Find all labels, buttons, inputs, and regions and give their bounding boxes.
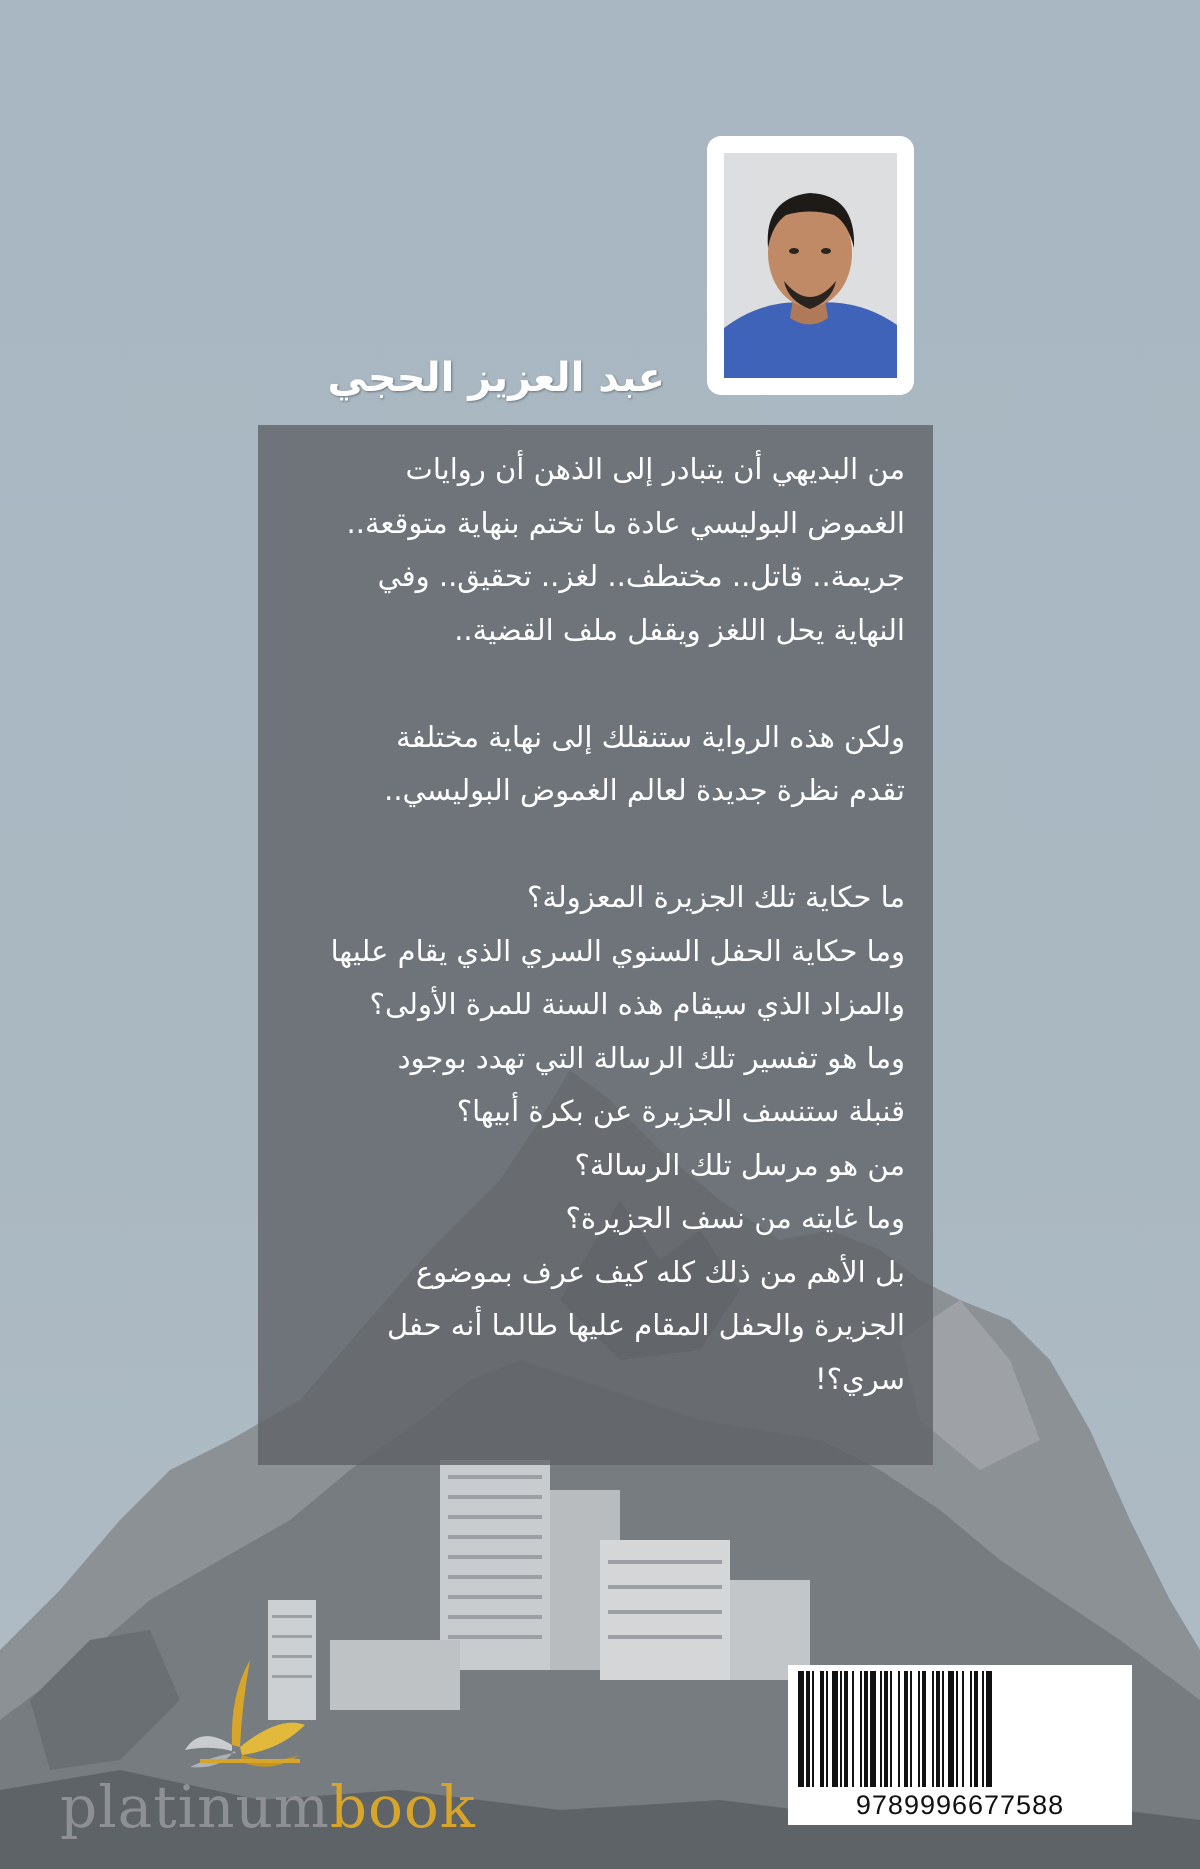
- feather-icon: [170, 1655, 320, 1775]
- blurb-line: جريمة.. قاتل.. مختطف.. لغز.. تحقيق.. وفي: [377, 559, 905, 593]
- blurb-line: وما حكاية الحفل السنوي السري الذي يقام عليها: [330, 933, 905, 968]
- barcode-bars: [788, 1671, 1132, 1791]
- blurb-line: والمزاد الذي سيقام هذه السنة للمرة الأولى؟: [369, 987, 905, 1021]
- blurb-line: وما غايته من نسف الجزيرة؟: [565, 1201, 905, 1235]
- blurb-line: الجزيرة والحفل المقام عليها طالما أنه حفل: [386, 1308, 905, 1342]
- blurb-line: قنبلة ستنسف الجزيرة عن بكرة أبيها؟: [456, 1094, 905, 1128]
- author-photo-frame: [707, 136, 914, 395]
- author-photo: [724, 153, 897, 378]
- blurb-line: الغموض البوليسي عادة ما تختم بنهاية متوقعة..: [346, 505, 905, 540]
- blurb-line: وما هو تفسير تلك الرسالة التي تهدد بوجود: [397, 1040, 905, 1075]
- blurb-line: من هو مرسل تلك الرسالة؟: [574, 1147, 905, 1182]
- isbn-number: 9789996677588: [855, 1790, 1065, 1820]
- barcode: [788, 1665, 1132, 1825]
- blurb-line: تقدم نظرة جديدة لعالم الغموض البوليسي..: [384, 773, 905, 807]
- publisher-logo: [60, 1655, 476, 1855]
- author-name: عبد العزيز الحجي: [327, 355, 665, 401]
- blurb-line: بل الأهم من ذلك كله كيف عرف بموضوع: [415, 1254, 905, 1289]
- blurb-box: [258, 425, 933, 1465]
- blurb-line: سري؟!: [814, 1361, 905, 1396]
- blurb-line: ما حكاية تلك الجزيرة المعزولة؟: [526, 880, 905, 914]
- blurb-line: النهاية يحل اللغز ويقفل ملف القضية..: [454, 612, 905, 647]
- blurb-text: [265, 443, 905, 1406]
- blurb-line: من البديهي أن يتبادر إلى الذهن أن روايات: [405, 452, 905, 486]
- blurb-line: ولكن هذه الرواية ستنقلك إلى نهاية مختلفة: [396, 719, 905, 754]
- publisher-wordmark: platinumbook: [60, 1773, 476, 1841]
